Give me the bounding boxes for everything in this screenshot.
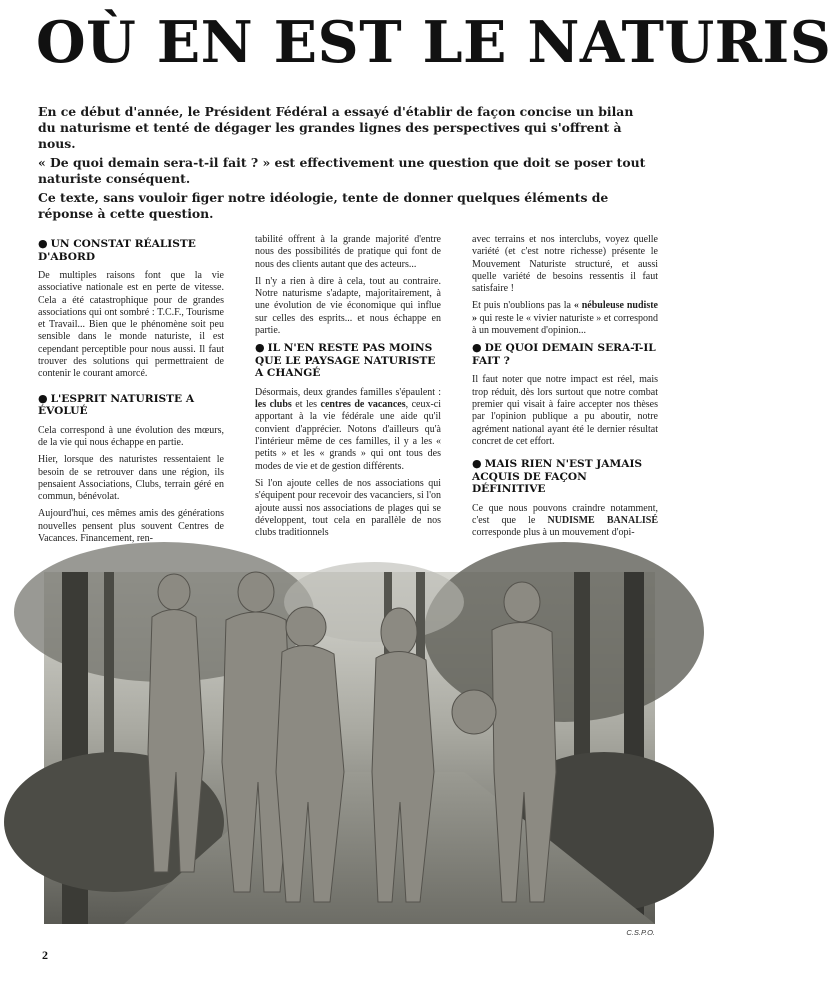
intro-paragraph: Ce texte, sans vouloir figer notre idéologie, tente de donner quelques éléments de réponse à cette question.: [38, 190, 609, 221]
photo-credit: C.S.P.O.: [626, 928, 655, 937]
section-heading: ● IL N'EN RESTE PAS MOINS QUE LE PAYSAGE NATURISTE A CHANGÉ: [255, 341, 436, 380]
body-paragraph: avec terrains et nos interclubs, voyez quelle variété (et c'est notre richesse) présente le Mouvement Naturiste structuré, et aussi quelle variété de besoins ressentis il faut satisfaire !: [472, 234, 658, 295]
bullet-icon: ●: [472, 457, 482, 471]
body-paragraph: tabilité offrent à la grande majorité d'entre nous des possibilités de pratique qui font de nous des clients autant que des acteurs...: [255, 234, 441, 270]
bullet-icon: ●: [38, 391, 48, 405]
column-1: [38, 234, 224, 550]
intro-paragraph: En ce début d'année, le Président Fédéral a essayé d'établir de façon concise un bilan du naturisme et tenté de dégager les grandes lignes des perspectives qui s'offrent à nous.: [38, 104, 634, 151]
intro-block: [38, 104, 653, 225]
section-heading: ● L'ESPRIT NATURISTE A ÉVOLUÉ: [38, 391, 195, 418]
body-paragraph: Cela correspond à une évolution des mœurs, de la vie qui nous échappe en partie.: [38, 424, 224, 448]
body-paragraph: De multiples raisons font que la vie associative nationale est en perte de vitesse. Cela a été catastrophique pour de grandes associations qui ont sombré : T.C.F., Tourisme et Travail... Bien que le phénomène soit peu sensible dans le monde naturiste, il est cependant perceptible pour nous aussi. Il faut trouver des solutions qui permettraient de contenir le courant amorcé.: [38, 270, 224, 380]
bullet-icon: ●: [38, 237, 48, 250]
bullet-icon: ●: [255, 341, 265, 355]
body-paragraph: Et puis n'oublions pas la « nébuleuse nudiste » qui reste le « vivier naturiste » et correspond à un mouvement d'opinion...: [472, 300, 658, 337]
column-2: [255, 234, 441, 544]
bullet-icon: ●: [472, 341, 482, 355]
body-paragraph: Désormais, deux grandes familles s'épaulent : les clubs et les centres de vacances, ceux-ci apportant à la vie fédérale une aide qu'il convient d'apprécier. Notons d'ailleurs qu'à l'intérieur même de ces familles, il y a les « petits » et les « grands » qui ont tous des modes de vie et de gestion différents.: [255, 386, 441, 472]
body-paragraph: Hier, lorsque des naturistes ressentaient le besoin de se retrouver dans une région, ils pensaient Associations, Clubs, terrain géré en commun, bénévolat.: [38, 454, 224, 503]
body-paragraph: Aujourd'hui, ces mêmes amis des générations nouvelles pensent plus souvent Centres de Vacances. Financement, ren-: [38, 508, 224, 545]
section-heading: ● MAIS RIEN N'EST JAMAIS ACQUIS DE FAÇON DÉFINITIVE: [472, 457, 643, 496]
body-paragraph: Ce que nous pouvons craindre notamment, c'est que le NUDISME BANALISÉ corresponde plus à un mouvement d'opi-: [472, 502, 658, 539]
article-photo: [44, 572, 655, 924]
body-paragraph: Si l'on ajoute celles de nos associations qui s'équipent pour recevoir des vacanciers, si l'on ajoute aussi nos associations de plages qui se développent, tout cela en parallèle de nos clubs traditionnels: [255, 477, 441, 539]
forest-path-photo: [44, 572, 655, 924]
body-paragraph: Il n'y a rien à dire à cela, tout au contraire. Notre naturisme s'adapte, majoritairement, à une évolution de vie économique qui influe sur celles des esprits... et nous échappe en partie.: [255, 275, 441, 337]
section-heading: ● UN CONSTAT RÉALISTE D'ABORD: [38, 237, 196, 263]
page-number: 2: [42, 948, 48, 962]
column-3: [472, 234, 658, 545]
body-paragraph: Il faut noter que notre impact est réel, mais trop réduit, dès lors surtout que notre combat premier qui visait à faire accepter nos thèses par l'opinion publique a pu aboutir, notre agrément national ayant été le dernier résultat concret de cet effort.: [472, 374, 658, 447]
section-heading: ● DE QUOI DEMAIN SERA-T-IL FAIT ?: [472, 341, 656, 367]
intro-paragraph: « De quoi demain sera-t-il fait ? » est effectivement une question que doit se poser tout naturiste conséquent.: [38, 155, 646, 186]
article-title: OÙ EN EST LE NATURIS: [36, 9, 831, 76]
